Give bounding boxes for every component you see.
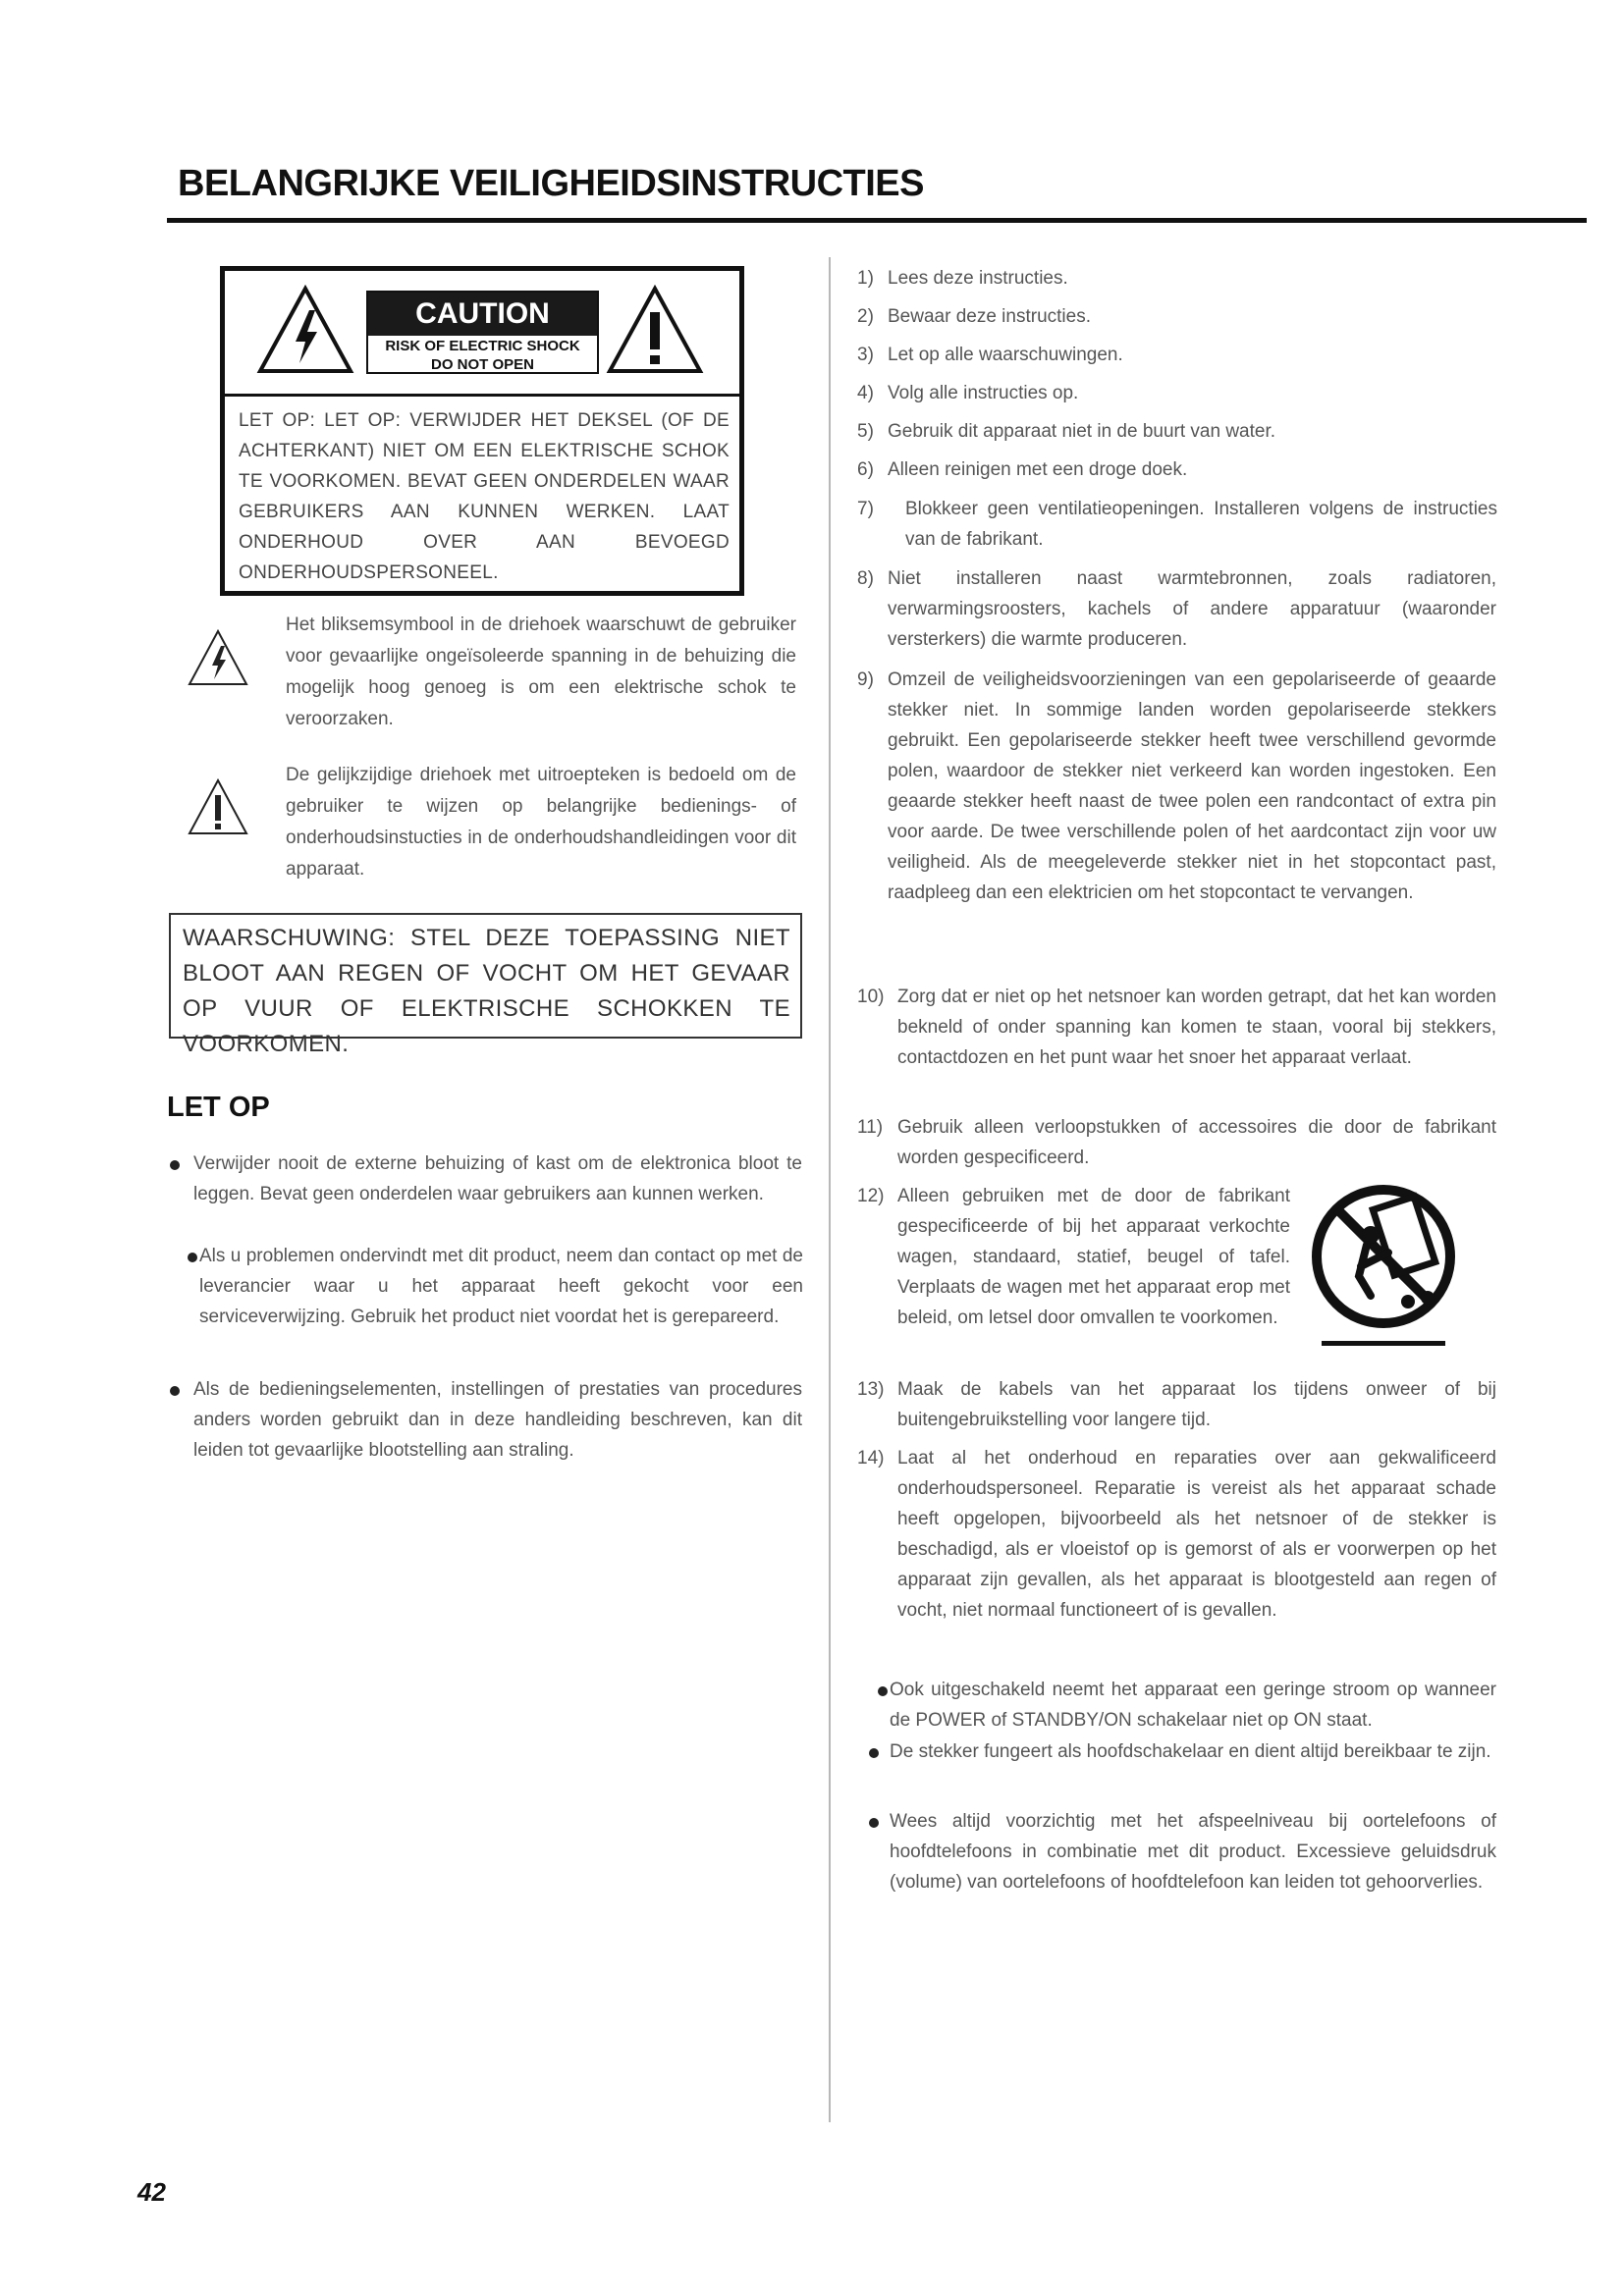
let-op-bullet-3: Als de bedieningselementen, instellingen of prestaties van procedures anders worden gebruikt dan in deze handleiding beschreven, kan dit leiden tot gevaarlijke blootstelling aan straling. xyxy=(193,1379,802,1461)
instruction-4: Volg alle instructies op. xyxy=(888,383,1079,403)
instruction-9: Omzeil de veiligheidsvoorzieningen van een gepolariseerde of geaarde stekker niet. In sommige landen worden gepolariseerde stekkers gebruikt. Een gepolariseerde stekker heeft twee verschillend gevormde polen, waardoor de stekker niet verkeerd kan worden ingestoken. Een geaarde stekker heeft naast de twee polen een randcontact of extra pin voor aarde. De twee verschillende polen of het aardcontact zijn voor uw veiligheid. Als de meegeleverde stekker niet in het stopcontact past, raadpleeg dan een elektricien om het stopcontact te vervangen. xyxy=(888,669,1496,903)
exclamation-triangle-icon xyxy=(187,777,249,836)
page-number: 42 xyxy=(137,2177,166,2207)
instruction-13: Maak de kabels van het apparaat los tijdens onweer of bij buitengebruikstelling voor langere tijd. xyxy=(897,1379,1496,1430)
warning-box xyxy=(169,913,802,1057)
bullet-dot xyxy=(170,1160,180,1170)
instruction-2: Bewaar deze instructies. xyxy=(888,306,1091,327)
instruction-number: 6) xyxy=(857,459,874,480)
cart-warning-icon xyxy=(1310,1174,1457,1357)
instruction-7: Blokkeer geen ventilatieopeningen. Installeren volgens de instructies van de fabrikant. xyxy=(905,499,1497,550)
title-rule xyxy=(167,218,1587,223)
bullet-dot xyxy=(869,1818,879,1828)
lightning-triangle-icon xyxy=(187,628,249,687)
instruction-11: Gebruik alleen verloopstukken of accessoires die door de fabrikant worden gespecificeerd. xyxy=(897,1117,1496,1168)
caution-box xyxy=(220,266,744,596)
instruction-number: 5) xyxy=(857,421,874,442)
instruction-6: Alleen reinigen met een droge doek. xyxy=(888,459,1188,480)
warning-text: WAARSCHUWING: STEL DEZE TOEPASSING NIET BLOOT AAN REGEN OF VOCHT OM HET GEVAAR OP VUUR OF ELEKTRISCHE SCHOKKEN TE VOORKOMEN. xyxy=(183,925,790,1057)
instruction-5: Gebruik dit apparaat niet in de buurt van water. xyxy=(888,421,1276,442)
instruction-12: Alleen gebruiken met de door de fabrikant gespecificeerde of bij het apparaat verkochte wagen, standaard, statief, beugel of tafel. Verplaats de wagen met het apparaat erop met beleid, om letsel door omvallen te voorkomen. xyxy=(897,1186,1290,1328)
instruction-number: 7) xyxy=(857,499,874,519)
exclamation-warning-icon xyxy=(606,285,704,375)
instruction-1: Lees deze instructies. xyxy=(888,268,1068,289)
let-op-heading: LET OP xyxy=(167,1092,270,1123)
plug-note: De stekker fungeert als hoofdschakelaar en dient altijd bereikbaar te zijn. xyxy=(890,1741,1491,1762)
instruction-number: 8) xyxy=(857,568,874,589)
instruction-number: 4) xyxy=(857,383,874,403)
bullet-dot xyxy=(878,1686,888,1696)
instruction-number: 13) xyxy=(857,1379,885,1400)
instruction-number: 12) xyxy=(857,1186,885,1206)
column-divider xyxy=(829,257,831,2122)
caution-subtext-2: DO NOT OPEN xyxy=(430,356,534,373)
page-title: BELANGRIJKE VEILIGHEIDSINSTRUCTIES xyxy=(178,163,924,204)
instruction-number: 3) xyxy=(857,345,874,365)
caution-label xyxy=(366,291,599,374)
instruction-3: Let op alle waarschuwingen. xyxy=(888,345,1123,365)
standby-note: Ook uitgeschakeld neemt het apparaat een geringe stroom op wanneer de POWER of STANDBY/ON schakelaar niet op ON staat. xyxy=(890,1680,1496,1731)
lightning-description: Het bliksemsymbool in de driehoek waarschuwt de gebruiker voor gevaarlijke ongeïsoleerde spanning in de behuizing die mogelijk hoog genoeg is om een elektrische schok te veroorzaken. xyxy=(286,614,796,729)
bullet-dot xyxy=(170,1386,180,1396)
lightning-warning-icon xyxy=(256,285,354,375)
bullet-dot xyxy=(869,1748,879,1758)
instruction-number: 1) xyxy=(857,268,874,289)
let-op-bullet-2: Als u problemen ondervindt met dit product, neem dan contact op met de leverancier waar u het apparaat heeft gekocht voor een serviceverwijzing. Gebruik het product niet voordat het is gerepareerd. xyxy=(199,1246,803,1327)
instruction-number: 14) xyxy=(857,1448,885,1468)
let-op-bullet-1: Verwijder nooit de externe behuizing of kast om de elektronica bloot te leggen. Bevat geen onderdelen waar gebruikers aan kunnen werken. xyxy=(193,1153,802,1204)
instruction-10: Zorg dat er niet op het netsnoer kan worden getrapt, dat het kan worden bekneld of onder spanning kan komen te staan, vooral bij stekkers, contactdozen en het punt waar het snoer het apparaat verlaat. xyxy=(897,987,1496,1068)
caution-header xyxy=(225,271,739,397)
headphone-note: Wees altijd voorzichtig met het afspeelniveau bij oortelefoons of hoofdtelefoons in combinatie met dit product. Excessieve geluidsdruk (volume) van oortelefoons of hoofdtelefoon kan leiden tot gehoorverlies. xyxy=(890,1811,1496,1893)
bullet-dot xyxy=(188,1253,197,1262)
instruction-number: 10) xyxy=(857,987,885,1007)
instruction-number: 2) xyxy=(857,306,874,327)
exclamation-description: De gelijkzijdige driehoek met uitroepteken is bedoeld om de gebruiker te wijzen op belangrijke bedienings- of onderhoudsinstucties in de onderhoudshandleidingen voor dit apparaat. xyxy=(286,765,796,880)
caution-subtext-1: RISK OF ELECTRIC SHOCK xyxy=(385,338,580,354)
instruction-number: 11) xyxy=(857,1117,884,1138)
instruction-14: Laat al het onderhoud en reparaties over aan gekwalificeerd onderhoudspersoneel. Reparatie is vereist als het apparaat schade heeft opgelopen, bijvoorbeeld als het netsnoer of de stekker is beschadigd, als er vloeistof op is gemorst of als er voorwerpen op het apparaat zijn gevallen, als het apparaat is blootgesteld aan regen of vocht, niet normaal functioneert of is gevallen. xyxy=(897,1448,1496,1621)
caution-text: LET OP: LET OP: VERWIJDER HET DEKSEL (OF DE ACHTERKANT) NIET OM EEN ELEKTRISCHE SCHOK TE VOORKOMEN. BEVAT GEEN ONDERDELEN WAAR GEBRUIKERS AAN KUNNEN WERKEN. LAAT ONDERHOUD OVER AAN BEVOEGD ONDERHOUDSPERSONEEL. xyxy=(239,410,730,583)
caution-heading: CAUTION xyxy=(368,293,597,336)
instruction-8: Niet installeren naast warmtebronnen, zoals radiatoren, verwarmingsroosters, kachels of andere apparatuur (waaronder versterkers) die warmte produceren. xyxy=(888,568,1496,650)
instruction-number: 9) xyxy=(857,669,874,690)
